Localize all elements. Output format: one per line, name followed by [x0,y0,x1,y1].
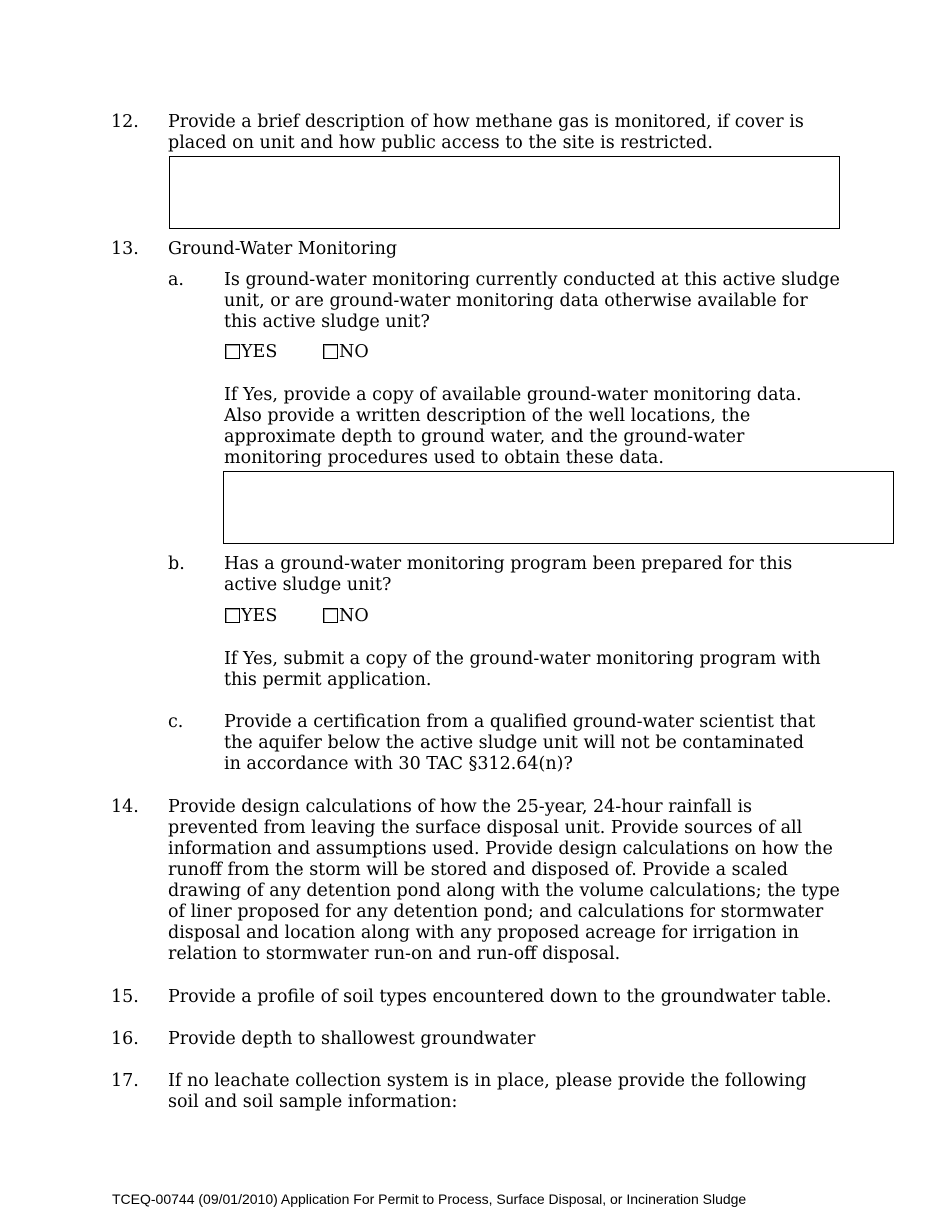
item-13-title: Ground-Water Monitoring [168,239,398,259]
item-13a-yes-option[interactable] [225,342,277,363]
checkbox-13a-yes[interactable] [225,344,240,359]
checkbox-13a-no[interactable] [323,344,338,359]
groundwater-data-field[interactable] [223,471,894,544]
item-16-text: Provide depth to shallowest groundwater [168,1029,536,1049]
item-13b-text: Has a ground-water monitoring program been prepared for this active sludge unit? [224,554,793,595]
item-number-17: 17. [111,1071,139,1091]
item-13c-text: Provide a certification from a qualified ground-water scientist that the aquifer below the active sludge unit will not be contaminated in accordance with 30 TAC §312.64(n)? [224,712,816,774]
page-footer: TCEQ-00744 (09/01/2010) Application For Permit to Process, Surface Disposal, or Incineration Sludge [112,1191,747,1207]
checkbox-13b-yes[interactable] [225,608,240,623]
item-13b-yes-option[interactable] [225,606,277,627]
methane-description-field[interactable] [169,156,840,229]
item-number-14: 14. [111,797,139,817]
item-13b-followup: If Yes, submit a copy of the ground-water monitoring program with this permit application. [224,649,821,690]
item-17-text: If no leachate collection system is in place, please provide the following soil and soil sample information: [168,1071,807,1112]
item-number-16: 16. [111,1029,139,1049]
item-13c-letter: c. [168,712,184,732]
item-number-13: 13. [111,239,139,259]
item-13a-no-option[interactable] [323,342,369,363]
checkbox-13b-no[interactable] [323,608,338,623]
item-15-text: Provide a profile of soil types encountered down to the groundwater table. [168,987,832,1007]
yes-label: YES [241,606,278,626]
item-number-12: 12. [111,112,139,132]
item-13b-letter: b. [168,554,185,574]
yes-label: YES [241,342,278,362]
item-12-text: Provide a brief description of how methane gas is monitored, if cover is placed on unit and how public access to the site is restricted. [168,112,804,153]
no-label: NO [339,342,369,362]
item-13a-followup: If Yes, provide a copy of available ground-water monitoring data. Also provide a written description of the well locations, the approximate depth to ground water, and the ground-water monitoring procedures used to obtain these data. [224,385,802,468]
item-number-15: 15. [111,987,139,1007]
no-label: NO [339,606,369,626]
item-13b-no-option[interactable] [323,606,369,627]
item-13a-letter: a. [168,270,184,290]
item-13a-text: Is ground-water monitoring currently conducted at this active sludge unit, or are ground-water monitoring data otherwise available for this active sludge unit? [224,270,840,332]
item-14-text: Provide design calculations of how the 25-year, 24-hour rainfall is prevented from leaving the surface disposal unit. Provide sources of all information and assumptions used. Provide design calculations on how the runoff from the storm will be stored and disposed of. Provide a scaled drawing of any detention pond along with the volume calculations; the type of liner proposed for any detention pond; and calculations for stormwater disposal and location along with any proposed acreage for irrigation in relation to stormwater run-on and run-off disposal. [168,797,840,964]
